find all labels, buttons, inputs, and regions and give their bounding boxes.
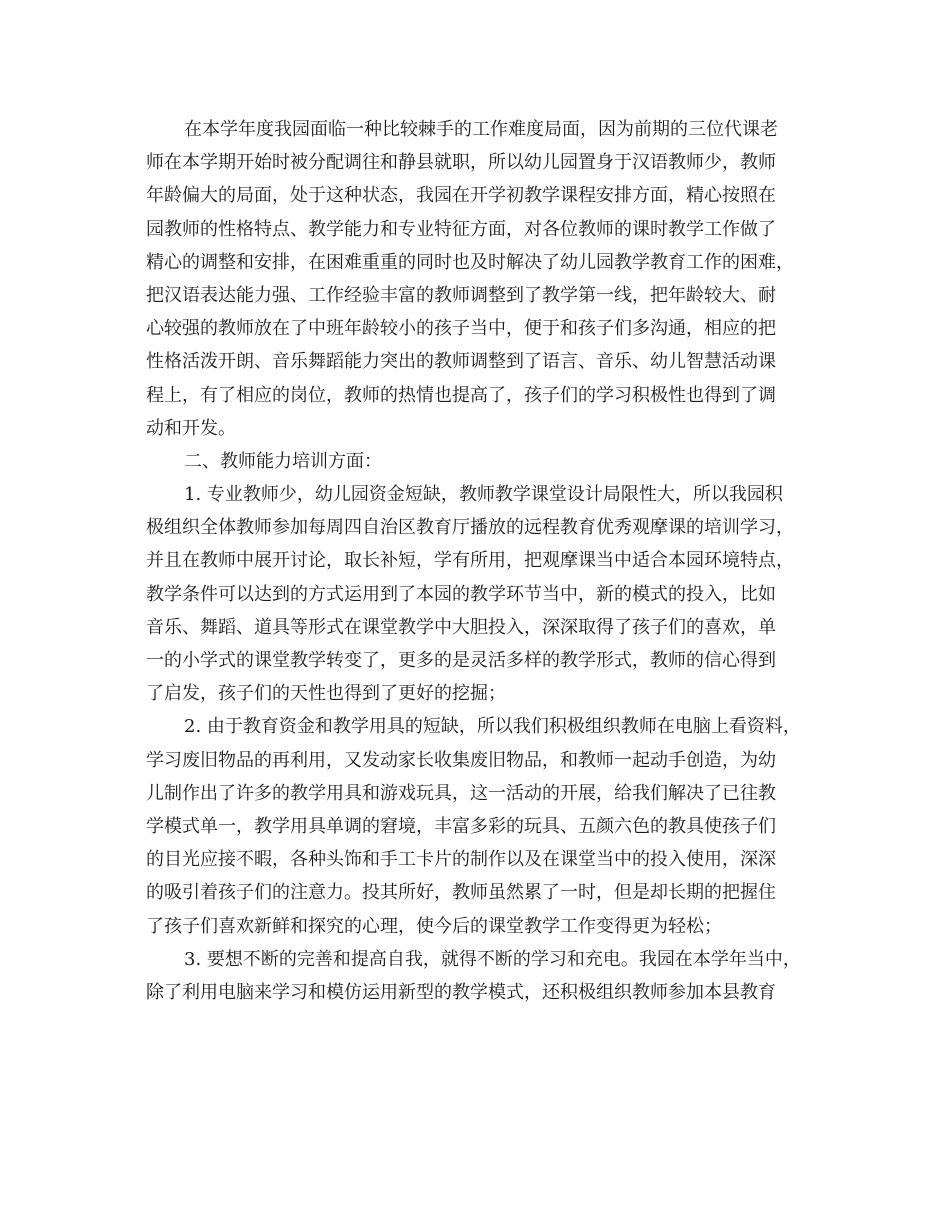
- item-1-line-3: 并且在教师中展开讨论，取长补短，学有所用，把观摩课当中适合本园环境特点，: [146, 550, 794, 572]
- paragraph-1-line-2: 师在本学期开始时被分配调往和静县就职，所以幼儿园置身于汉语教师少，教师: [146, 152, 776, 174]
- item-2-line-6: 的吸引着孩子们的注意力。投其所好，教师虽然累了一时，但是却长期的把握住: [146, 882, 776, 904]
- paragraph-1-line-8: 性格活泼开朗、音乐舞蹈能力突出的教师调整到了语言、音乐、幼儿智慧活动课: [146, 351, 776, 373]
- paragraph-1-line-7: 心较强的教师放在了中班年龄较小的孩子当中，便于和孩子们多沟通，相应的把: [146, 318, 776, 340]
- item-2-line-7: 了孩子们喜欢新鲜和探究的心理，使今后的课堂教学工作变得更为轻松；: [146, 915, 722, 937]
- item-1-line-2: 极组织全体教师参加每周四自治区教育厅播放的远程教育优秀观摩课的培训学习，: [146, 517, 794, 539]
- item-1-line-1: 1. 专业教师少，幼儿园资金短缺，教师教学课堂设计局限性大，所以我园积: [184, 484, 783, 506]
- paragraph-1-line-10: 动和开发。: [146, 417, 236, 439]
- paragraph-1-line-4: 园教师的性格特点、教学能力和专业特征方面，对各位教师的课时教学工作做了: [146, 218, 776, 240]
- item-1-line-6: 一的小学式的课堂教学转变了，更多的是灵活多样的教学形式，教师的信心得到: [146, 650, 776, 671]
- paragraph-1-line-5: 精心的调整和安排，在困难重重的同时也及时解决了幼儿园教学教育工作的困难，: [146, 251, 794, 273]
- item-3-line-2: 除了利用电脑来学习和模仿运用新型的教学模式，还积极组织教师参加本县教育: [146, 981, 776, 1003]
- paragraph-1-line-1: 在本学年度我园面临一种比较棘手的工作难度局面，因为前期的三位代课老: [184, 119, 778, 140]
- item-2-line-1: 2. 由于教育资金和教学用具的短缺，所以我们积极组织教师在电脑上看资料，: [184, 716, 801, 738]
- item-1-line-4: 教学条件可以达到的方式运用到了本园的教学环节当中，新的模式的投入，比如: [146, 583, 776, 605]
- paragraph-1-line-9: 程上，有了相应的岗位，教师的热情也提高了，孩子们的学习积极性也得到了调: [146, 384, 776, 406]
- paragraph-1-line-6: 把汉语表达能力强、工作经验丰富的教师调整到了教学第一线，把年龄较大、耐: [146, 284, 776, 306]
- item-1-line-7: 了启发，孩子们的天性也得到了更好的挖掘；: [146, 683, 506, 705]
- paragraph-1-line-3: 年龄偏大的局面，处于这种状态，我园在开学初教学课程安排方面，精心按照在: [146, 185, 776, 207]
- document-body: [146, 113, 836, 1009]
- item-2-line-2: 学习废旧物品的再利用，又发动家长收集废旧物品，和教师一起动手创造，为幼: [146, 749, 776, 771]
- item-1-line-5: 音乐、舞蹈、道具等形式在课堂教学中大胆投入，深深取得了孩子们的喜欢，单: [146, 616, 776, 638]
- section-heading-teacher-training: 二、教师能力培训方面：: [184, 450, 382, 472]
- item-2-line-5: 的目光应接不暇，各种头饰和手工卡片的制作以及在课堂当中的投入使用，深深: [146, 849, 776, 871]
- item-3-line-1: 3. 要想不断的完善和提高自我，就得不断的学习和充电。我园在本学年当中，: [184, 948, 801, 970]
- item-2-line-3: 儿制作出了许多的教学用具和游戏玩具，这一活动的开展，给我们解决了已往教: [146, 782, 776, 804]
- item-2-line-4: 学模式单一，教学用具单调的窘境，丰富多彩的玩具、五颜六色的教具使孩子们: [146, 815, 776, 837]
